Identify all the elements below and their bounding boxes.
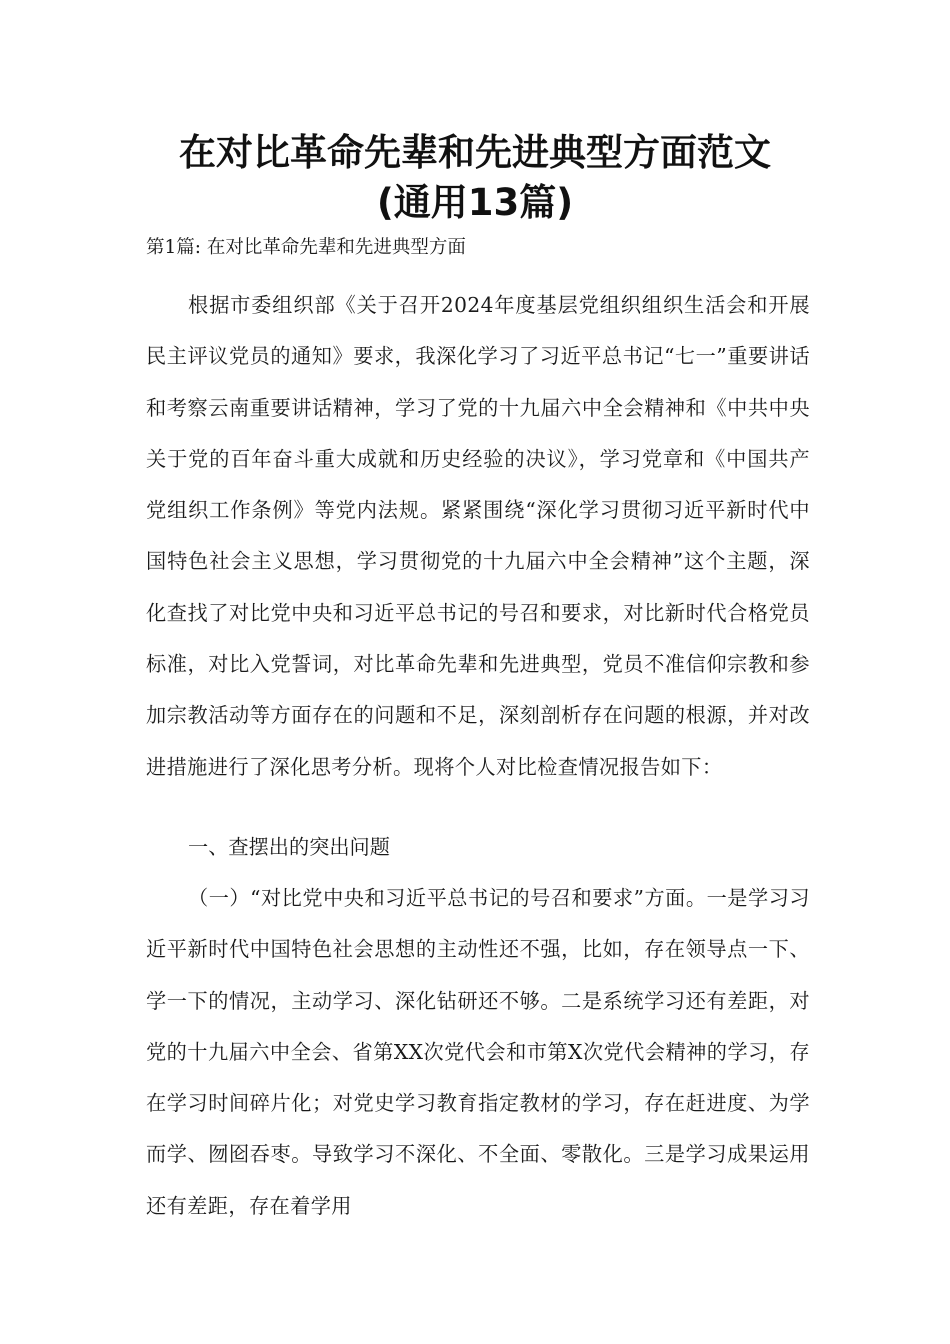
- body-paragraph: 根据市委组织部《关于召开2024年度基层党组织组织生活会和开展民主评议党员的通知》要求，我深化学习了习近平总书记“七一”重要讲话和考察云南重要讲话精神，学习了党的十九届六中全会精神和《中共中央关于党的百年奋斗重大成就和历史经验的决议》，学习党章和《中国共产党组织工作条例》等党内法规。紧紧围绕“深化学习贯彻习近平新时代中国特色社会主义思想，学习贯彻党的十九届六中全会精神”这个主题，深化查找了对比党中央和习近平总书记的号召和要求，对比新时代合格党员标准，对比入党誓词，对比革命先辈和先进典型，党员不准信仰宗教和参加宗教活动等方面存在的问题和不足，深刻剖析存在问题的根源，并对改进措施进行了深化思考分析。现将个人对比检查情况报告如下：: [146, 293, 810, 779]
- document-title: 在对比革命先辈和先进典型方面范文: [179, 131, 771, 174]
- section-heading: 一、查摆出的突出问题: [188, 835, 390, 859]
- body-paragraph: （一）“对比党中央和习近平总书记的号召和要求”方面。一是学习习近平新时代中国特色社会思想的主动性还不强，比如，存在领导点一下、学一下的情况，主动学习、深化钻研还不够。二是系统学习还有差距，对党的十九届六中全会、省第XX次党代会和市第X次党代会精神的学习，存在学习时间碎片化；对党史学习教育指定教材的学习，存在赶进度、为学而学、囫囵吞枣。导致学习不深化、不全面、零散化。三是学习成果运用还有差距，存在着学用: [146, 886, 810, 1218]
- section-subtitle: 第1篇: 在对比革命先辈和先进典型方面: [146, 237, 466, 258]
- document-title-subline: (通用13篇): [376, 181, 574, 224]
